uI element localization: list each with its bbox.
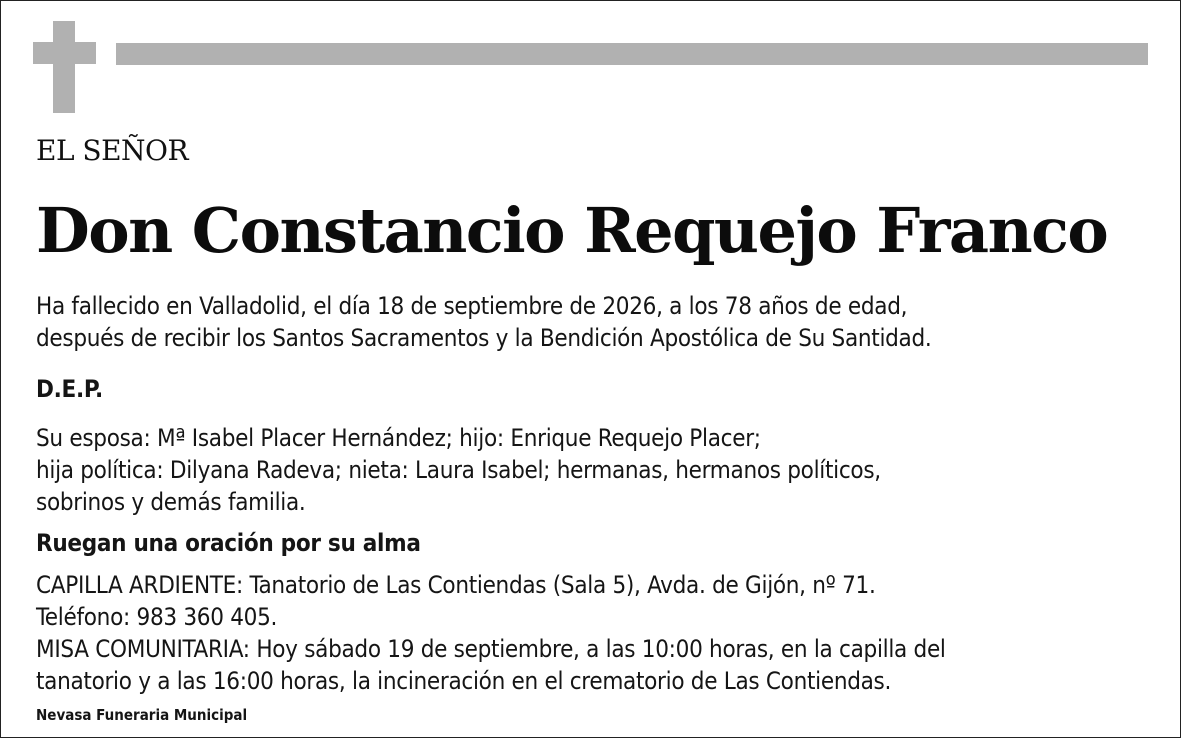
family-paragraph bbox=[36, 422, 881, 518]
family-line: Su esposa: Mª Isabel Placer Hernández; hijo: Enrique Requejo Placer; bbox=[36, 424, 761, 452]
funeral-agency: Nevasa Funeraria Municipal bbox=[36, 706, 248, 724]
details-line: tanatorio y a las 16:00 horas, la incineración en el crematorio de Las Contiendas. bbox=[36, 667, 892, 695]
cross-icon-vertical bbox=[53, 21, 75, 113]
announcement-line: después de recibir los Santos Sacramentos y la Bendición Apostólica de Su Santidad. bbox=[36, 324, 932, 352]
announcement-paragraph bbox=[36, 290, 931, 354]
prayer-heading: Ruegan una oración por su alma bbox=[36, 529, 421, 557]
family-line: sobrinos y demás familia. bbox=[36, 488, 306, 516]
dep-label: D.E.P. bbox=[36, 375, 103, 403]
details-line: MISA COMUNITARIA: Hoy sábado 19 de septiembre, a las 10:00 horas, en la capilla del bbox=[36, 635, 946, 663]
header-rule bbox=[116, 43, 1148, 65]
family-line: hija política: Dilyana Radeva; nieta: Laura Isabel; hermanas, hermanos políticos, bbox=[36, 456, 881, 484]
details-line: CAPILLA ARDIENTE: Tanatorio de Las Contiendas (Sala 5), Avda. de Gijón, nº 71. bbox=[36, 571, 876, 599]
cross-icon-horizontal bbox=[33, 42, 96, 64]
deceased-name: Don Constancio Requejo Franco bbox=[36, 194, 1108, 267]
honorific: EL SEÑOR bbox=[36, 134, 189, 167]
details-paragraph bbox=[36, 569, 946, 697]
announcement-line: Ha fallecido en Valladolid, el día 18 de septiembre de 2026, a los 78 años de edad, bbox=[36, 292, 908, 320]
details-line: Teléfono: 983 360 405. bbox=[36, 603, 278, 631]
